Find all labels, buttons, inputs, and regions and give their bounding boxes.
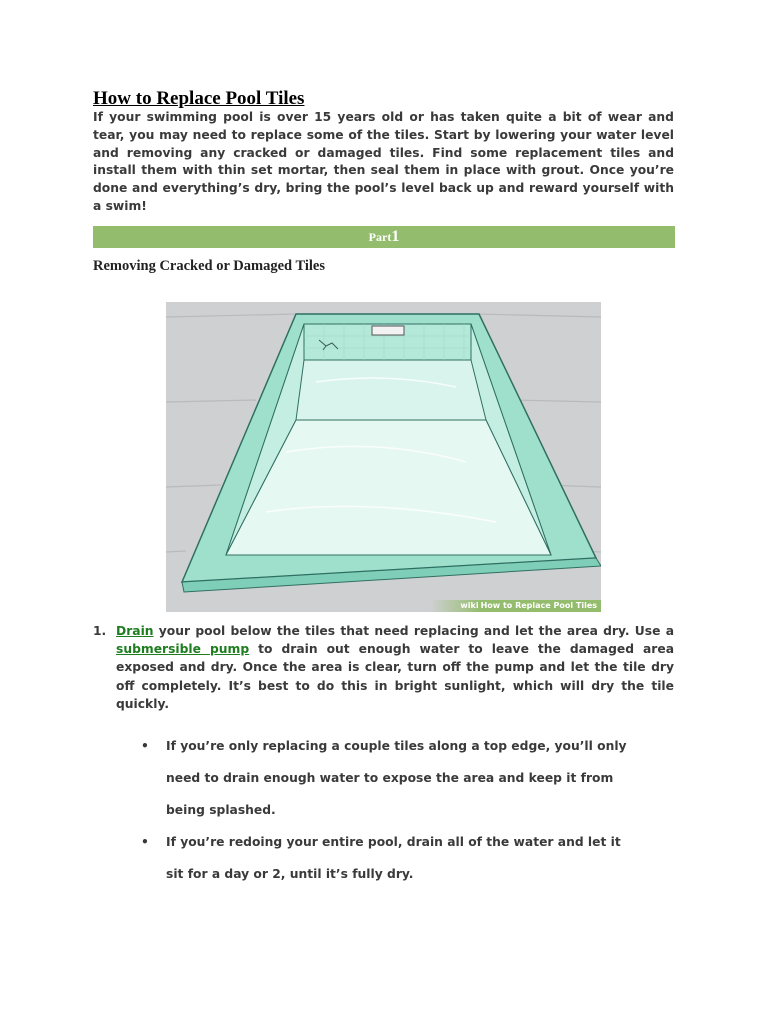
submersible-pump-link[interactable]: submersible pump [116,642,250,657]
pool-drawing [166,302,601,612]
step-number: 1. [93,624,107,638]
step-1 [93,622,674,713]
step-text-2: to drain out enough water to leave the damaged area exposed and dry. Once the area is clear, turn off the pump and let the tile dry off completely. It’s best to do this in bright sunlight, which will dry the tile quickly. [116,642,674,711]
pool-illustration [166,302,601,612]
drain-link[interactable]: Drain [116,624,154,638]
watermark-text: How to Replace Pool Tiles [480,601,597,610]
bullet-dot: • [141,739,149,753]
list-item-text: If you’re redoing your entire pool, drain all of the water and let it sit for a day or 2, until it’s fully dry. [166,835,621,881]
tips-list [141,730,637,890]
skimmer [372,326,404,335]
watermark-prefix: wiki [460,601,479,610]
part-label: Part [368,230,392,244]
step-text-1: your pool below the tiles that need replacing and let the area dry. Use a [153,624,674,638]
intro-paragraph: If your swimming pool is over 15 years old or has taken quite a bit of wear and tear, you may need to replace some of the tiles. Start by lowering your water level and removing any cracked or damaged tiles. Find some replacement tiles and install them with thin set mortar, then seal them in place with grout. Once you’re done and everything’s dry, bring the pool’s level back up and reward yourself with a swim! [93,110,674,213]
part-banner [93,226,675,248]
list-item [141,826,637,890]
list-item [141,730,637,826]
page-title: How to Replace Pool Tiles [93,88,305,109]
watermark [430,600,601,612]
step-body [116,622,674,713]
bullet-dot: • [141,835,149,849]
section-heading: Removing Cracked or Damaged Tiles [93,258,325,274]
part-number: 1 [391,228,400,245]
list-item-text: If you’re only replacing a couple tiles along a top edge, you’ll only need to drain enough water to expose the area and keep it from being splashed. [166,739,627,817]
